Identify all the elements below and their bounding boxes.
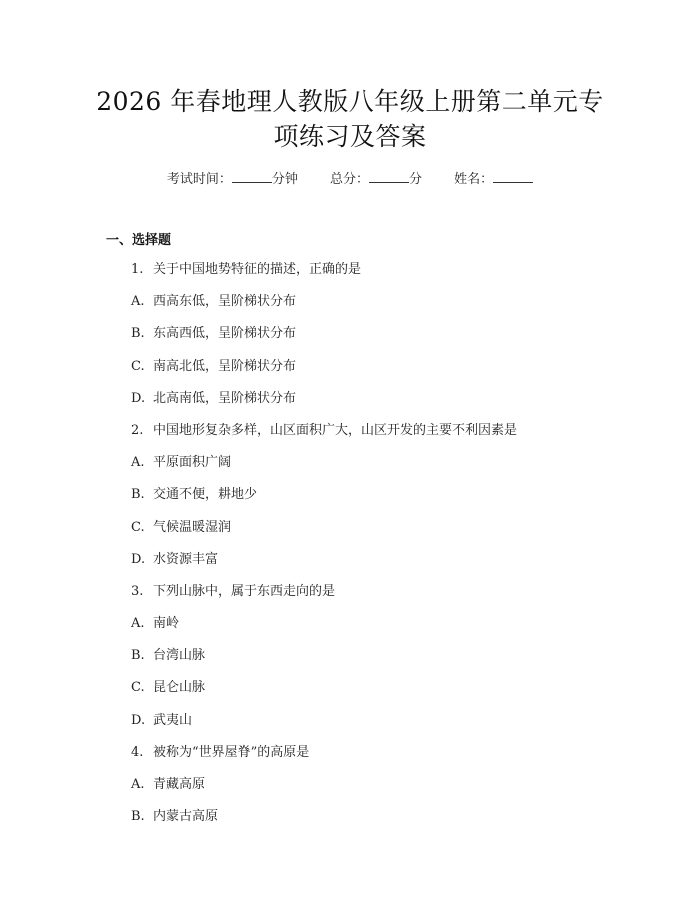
option-text: 西高东低，呈阶梯状分布 (153, 294, 297, 310)
answer-option (131, 709, 651, 741)
option-letter: A. (131, 777, 145, 792)
option-text: 东高西低，呈阶梯状分布 (153, 326, 297, 342)
option-text: 青藏高原 (153, 777, 206, 792)
answer-option (131, 676, 651, 708)
exam-time-unit: 分钟 (271, 172, 298, 187)
option-text: 武夷山 (153, 712, 193, 728)
option-text: 水资源丰富 (153, 551, 219, 567)
answer-option (131, 322, 651, 354)
student-name-field (454, 168, 533, 187)
option-letter: A. (131, 294, 145, 310)
answer-option (131, 773, 651, 805)
answer-option (131, 387, 651, 419)
option-text: 气候温暖湿润 (153, 519, 232, 535)
question-text: 关于中国地势特征的描述，正确的是 (153, 262, 362, 277)
option-letter: C. (131, 680, 145, 696)
question-item (131, 741, 651, 773)
option-text: 平原面积广阔 (153, 455, 232, 471)
option-text: 南高北低，呈阶梯状分布 (153, 358, 297, 374)
option-letter: B. (131, 648, 145, 664)
option-letter: B. (131, 487, 145, 503)
question-item (131, 258, 651, 290)
option-letter: B. (131, 326, 145, 342)
answer-option (131, 355, 651, 387)
option-letter: D. (131, 551, 146, 567)
question-number: 4. (131, 744, 144, 760)
section-heading: 一、选择题 (106, 233, 172, 248)
option-letter: A. (131, 455, 145, 471)
document-title-line-2: 项练习及答案 (273, 122, 427, 151)
answer-option (131, 516, 651, 548)
option-text: 交通不便，耕地少 (153, 487, 258, 503)
answer-option (131, 612, 651, 644)
option-text: 北高南低，呈阶梯状分布 (153, 390, 297, 406)
option-letter: C. (131, 519, 145, 535)
option-letter: B. (131, 809, 145, 825)
question-item (131, 419, 651, 451)
exam-info-line (0, 168, 700, 187)
question-text: 被称为“世界屋脊”的高原是 (153, 744, 310, 760)
student-name-blank (493, 171, 533, 183)
exam-time-blank (232, 171, 272, 183)
option-letter: A. (131, 616, 145, 632)
question-item (131, 580, 651, 612)
question-text: 下列山脉中，属于东西走向的是 (153, 583, 336, 599)
total-score-blank (369, 171, 409, 183)
answer-option (131, 290, 651, 322)
option-text: 台湾山脉 (153, 648, 206, 664)
total-score-field (330, 168, 422, 187)
question-text: 中国地形复杂多样，山区面积广大，山区开发的主要不利因素是 (153, 422, 518, 438)
answer-option (131, 548, 651, 580)
answer-option (131, 805, 651, 837)
option-letter: D. (131, 390, 146, 406)
answer-option (131, 451, 651, 483)
question-number: 2. (131, 422, 144, 438)
exam-time-field (167, 168, 298, 187)
total-score-label: 总分： (329, 172, 369, 187)
option-letter: C. (131, 358, 145, 374)
answer-option (131, 644, 651, 676)
option-text: 昆仑山脉 (153, 680, 206, 696)
question-number: 3. (131, 583, 144, 599)
exam-time-label: 考试时间： (166, 172, 232, 187)
option-text: 南岭 (153, 616, 180, 632)
option-text: 内蒙古高原 (153, 809, 219, 825)
option-letter: D. (131, 712, 146, 728)
student-name-label: 姓名： (454, 172, 494, 187)
answer-option (131, 483, 651, 515)
question-number: 1. (131, 262, 144, 277)
question-list (131, 258, 651, 837)
total-score-unit: 分 (409, 172, 423, 187)
document-title-line-1: 2026 年春地理人教版八年级上册第二单元专 (96, 87, 604, 116)
